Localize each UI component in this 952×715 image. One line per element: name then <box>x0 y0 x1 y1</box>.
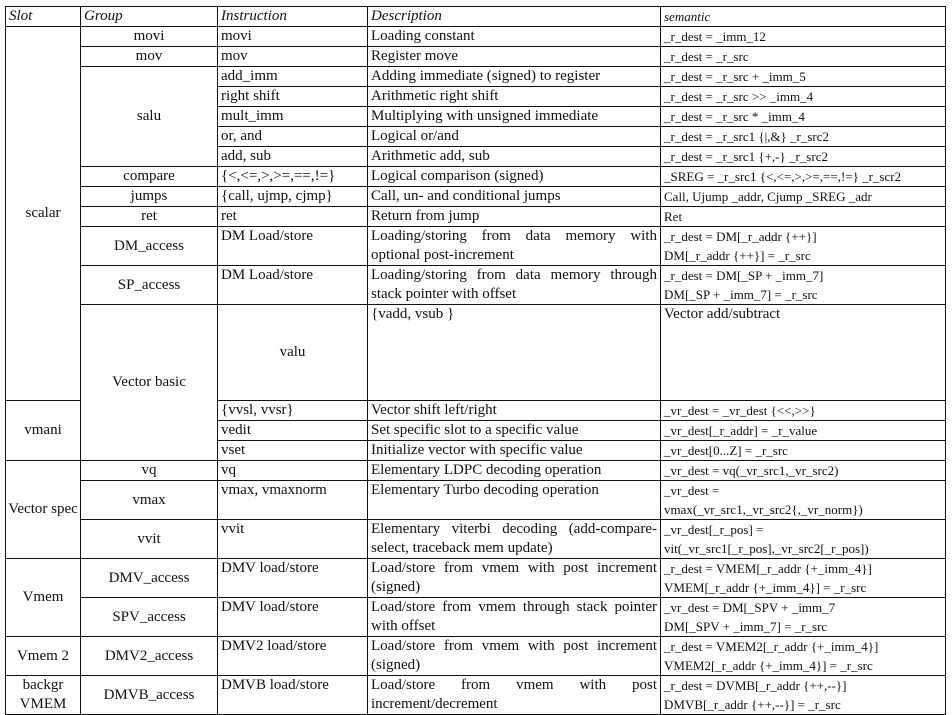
instruction-cell: or, and <box>218 127 368 147</box>
group-cell: jumps <box>81 187 218 207</box>
instruction-cell: vmax, vmaxnorm <box>218 481 368 520</box>
description-cell: Call, un- and conditional jumps <box>368 187 661 207</box>
instruction-cell: add_imm <box>218 67 368 87</box>
table-row <box>6 637 946 676</box>
description-cell: Logical or/and <box>368 127 661 147</box>
table-row <box>6 559 946 598</box>
semantic-cell: _r_dest = _r_src * _imm_4 <box>661 107 946 127</box>
instruction-cell: right shift <box>218 87 368 107</box>
description-cell: Elementary Turbo decoding operation <box>368 481 661 520</box>
group-cell: vq <box>81 461 218 481</box>
semantic-cell: _r_dest = _r_src + _imm_5 <box>661 67 946 87</box>
description-cell: Load/store from vmem with post increment/decrement <box>368 676 661 715</box>
table-row <box>6 167 946 187</box>
header-slot: Slot <box>6 7 81 27</box>
instruction-cell: DMV load/store <box>218 559 368 598</box>
group-cell: vvit <box>81 520 218 559</box>
instruction-set-table <box>5 6 946 715</box>
group-cell: DMVB_access <box>81 676 218 715</box>
group-cell: vmax <box>81 481 218 520</box>
semantic-cell: _r_dest = DVMB[_r_addr {++,--}] DMVB[_r_addr {++,--}] = _r_src <box>661 676 946 715</box>
semantic-cell: _r_dest = VMEM2[_r_addr {+_imm_4}] VMEM2[_r_addr {+_imm_4}] = _r_src <box>661 637 946 676</box>
group-cell: ret <box>81 207 218 227</box>
table-row <box>6 676 946 715</box>
table-row <box>6 461 946 481</box>
table-row <box>6 187 946 207</box>
group-cell: DMV_access <box>81 559 218 598</box>
semantic-cell: Ret <box>661 207 946 227</box>
instruction-cell: DMV2 load/store <box>218 637 368 676</box>
instruction-cell: movi <box>218 27 368 47</box>
table-row <box>6 520 946 559</box>
header-semantic: semantic <box>661 7 946 27</box>
instruction-cell: vvit <box>218 520 368 559</box>
group-cell: movi <box>81 27 218 47</box>
header-instruction: Instruction <box>218 7 368 27</box>
instruction-cell: DM Load/store <box>218 227 368 266</box>
semantic-cell: _r_dest = DM[_SP + _imm_7] DM[_SP + _imm_7] = _r_src <box>661 266 946 305</box>
slot-cell: Vector basic <box>81 305 218 461</box>
instruction-cell: {vadd, vsub } <box>368 305 661 401</box>
semantic-cell: _r_dest = _r_src <box>661 47 946 67</box>
table-row <box>6 27 946 47</box>
group-cell: vmani <box>6 401 81 461</box>
instruction-cell: DMVB load/store <box>218 676 368 715</box>
instruction-cell: {vvsl, vvsr} <box>218 401 368 421</box>
group-cell: compare <box>81 167 218 187</box>
table-row <box>6 67 946 87</box>
description-cell: Loading/storing from data memory through stack pointer with offset <box>368 266 661 305</box>
table-row <box>6 598 946 637</box>
description-cell: Load/store from vmem through stack pointer with offset <box>368 598 661 637</box>
slot-cell: backgr VMEM <box>6 676 81 715</box>
description-cell: Multiplying with unsigned immediate <box>368 107 661 127</box>
instruction-cell: add, sub <box>218 147 368 167</box>
semantic-cell: _vr_dest = DM[_SPV + _imm_7 DM[_SPV + _imm_7] = _r_src <box>661 598 946 637</box>
description-cell: Arithmetic add, sub <box>368 147 661 167</box>
table-row <box>6 305 946 401</box>
table-row <box>6 227 946 266</box>
instruction-cell: mult_imm <box>218 107 368 127</box>
instruction-cell: vq <box>218 461 368 481</box>
group-cell: SPV_access <box>81 598 218 637</box>
semantic-cell: _r_dest = VMEM[_r_addr {+_imm_4}] VMEM[_r_addr {+_imm_4}] = _r_src <box>661 559 946 598</box>
header-row <box>6 7 946 27</box>
slot-cell: Vmem 2 <box>6 637 81 676</box>
description-cell: Return from jump <box>368 207 661 227</box>
semantic-cell: _SREG = _r_src1 {<,<=,>,>=,==,!=} _r_scr2 <box>661 167 946 187</box>
description-cell: Initialize vector with specific value <box>368 441 661 461</box>
instruction-cell: mov <box>218 47 368 67</box>
header-group: Group <box>81 7 218 27</box>
group-cell: mov <box>81 47 218 67</box>
group-cell: valu <box>218 305 368 401</box>
slot-cell: Vmem <box>6 559 81 637</box>
description-cell: Load/store from vmem with post increment (signed) <box>368 559 661 598</box>
group-cell: DMV2_access <box>81 637 218 676</box>
table-row <box>6 481 946 520</box>
group-cell: salu <box>81 67 218 167</box>
semantic-cell: _vr_dest = vq(_vr_src1,_vr_src2) <box>661 461 946 481</box>
instruction-cell: {<,<=,>,>=,==,!=} <box>218 167 368 187</box>
instruction-cell: DM Load/store <box>218 266 368 305</box>
description-cell: Arithmetic right shift <box>368 87 661 107</box>
semantic-cell: _r_dest = _r_src >> _imm_4 <box>661 87 946 107</box>
semantic-cell: _r_dest = _imm_12 <box>661 27 946 47</box>
description-cell: Set specific slot to a specific value <box>368 421 661 441</box>
description-cell: Elementary LDPC decoding operation <box>368 461 661 481</box>
semantic-cell: _vr_dest[0...Z] = _r_src <box>661 441 946 461</box>
description-cell: Elementary viterbi decoding (add-compare-select, traceback mem update) <box>368 520 661 559</box>
slot-cell: Vector spec <box>6 461 81 559</box>
semantic-cell: _vr_dest[_r_pos] = vit(_vr_src1[_r_pos],_vr_src2[_r_pos]) <box>661 520 946 559</box>
description-cell: Vector shift left/right <box>368 401 661 421</box>
group-cell: SP_access <box>81 266 218 305</box>
table-row <box>6 266 946 305</box>
description-cell: Logical comparison (signed) <box>368 167 661 187</box>
description-cell: Register move <box>368 47 661 67</box>
table-row <box>6 47 946 67</box>
description-cell: Loading constant <box>368 27 661 47</box>
semantic-cell: _r_dest = _r_src1 {+,-} _r_src2 <box>661 147 946 167</box>
description-cell: Adding immediate (signed) to register <box>368 67 661 87</box>
instruction-cell: DMV load/store <box>218 598 368 637</box>
semantic-cell: _vr_dest = _vr_dest {<<,>>} <box>661 401 946 421</box>
description-cell: Load/store from vmem with post increment (signed) <box>368 637 661 676</box>
semantic-cell: _vr_dest = vmax(_vr_src1,_vr_src2{,_vr_norm}) <box>661 481 946 520</box>
instruction-cell: vedit <box>218 421 368 441</box>
description-cell: Vector add/subtract <box>661 305 946 401</box>
slot-cell: scalar <box>6 27 81 401</box>
table-row <box>6 207 946 227</box>
description-cell: Loading/storing from data memory with optional post-increment <box>368 227 661 266</box>
group-cell: DM_access <box>81 227 218 266</box>
instruction-cell: {call, ujmp, cjmp} <box>218 187 368 207</box>
semantic-cell: Call, Ujump _addr, Cjump _SREG _adr <box>661 187 946 207</box>
header-description: Description <box>368 7 661 27</box>
instruction-cell: ret <box>218 207 368 227</box>
instruction-cell: vset <box>218 441 368 461</box>
semantic-cell: _r_dest = _r_src1 {|,&} _r_src2 <box>661 127 946 147</box>
semantic-cell: _r_dest = DM[_r_addr {++}] DM[_r_addr {++}] = _r_src <box>661 227 946 266</box>
semantic-cell: _vr_dest[_r_addr] = _r_value <box>661 421 946 441</box>
